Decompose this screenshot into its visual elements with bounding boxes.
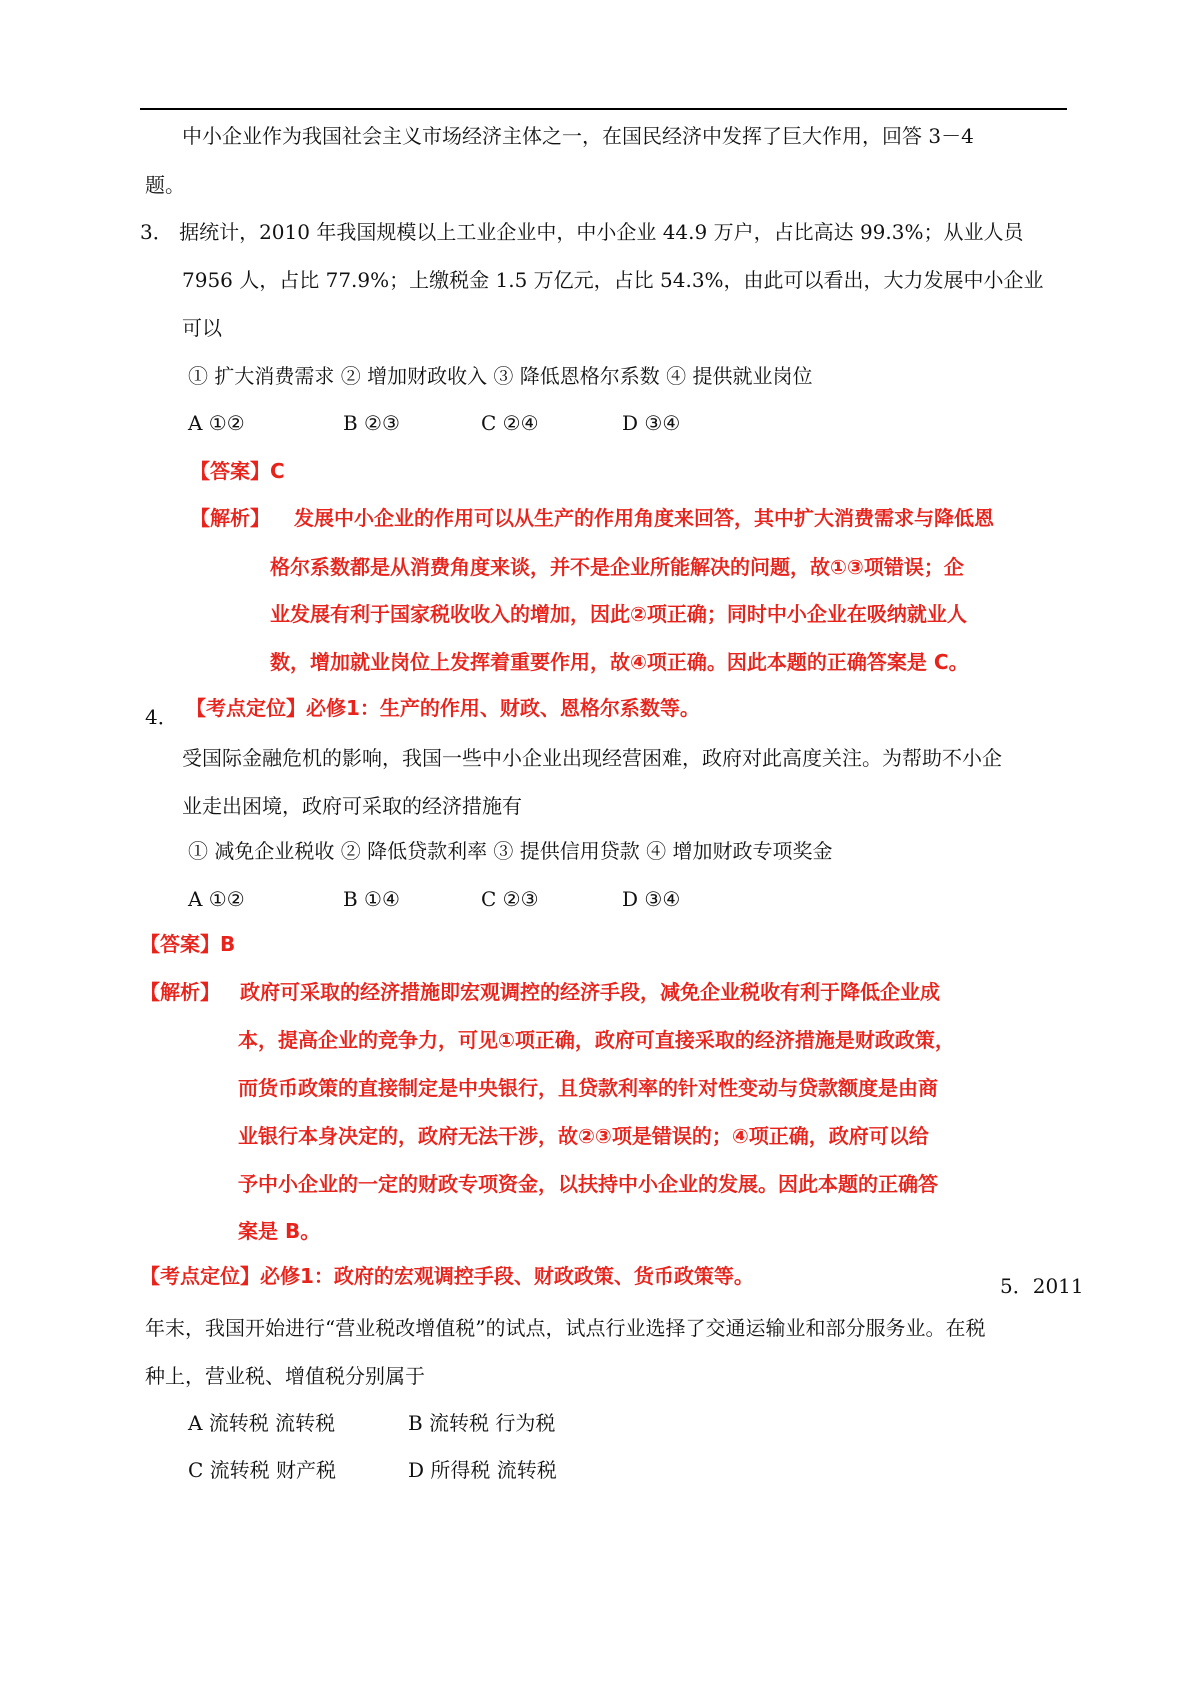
- q4-analysis-line-4: 业银行本身决定的，政府无法干涉，故②③项是错误的；④项正确，政府可以给: [238, 1124, 929, 1148]
- q3-point-label: 【考点定位】: [186, 696, 306, 720]
- q5-stem-line-1: 年末，我国开始进行“营业税改增值税”的试点，试点行业选择了交通运输业和部分服务业。在税: [145, 1316, 986, 1340]
- q4-answer-label: 【答案】: [140, 932, 220, 956]
- q4-analysis-label: 【解析】: [140, 980, 220, 1004]
- q3-choice-a: A ①②: [188, 411, 245, 435]
- q4-stem-line-1: 受国际金融危机的影响，我国一些中小企业出现经营困难，政府对此高度关注。为帮助不小企: [182, 746, 1002, 770]
- q5-stem-line-2: 种上，营业税、增值税分别属于: [145, 1364, 425, 1388]
- q5-number-year: 5．2011: [1000, 1274, 1084, 1298]
- intro-line-1: 中小企业作为我国社会主义市场经济主体之一，在国民经济中发挥了巨大作用，回答 3－4: [182, 124, 974, 148]
- q3-analysis-label: 【解析】: [190, 506, 270, 530]
- q3-point-text: 必修1：生产的作用、财政、恩格尔系数等。: [306, 696, 700, 720]
- q4-choice-a: A ①②: [188, 887, 245, 911]
- intro-line-2: 题。: [145, 173, 185, 197]
- q3-answer: [190, 461, 285, 481]
- q4-point: [140, 1266, 754, 1286]
- q3-answer-value: C: [270, 459, 285, 483]
- q4-choice-c: C ②③: [481, 887, 539, 911]
- q4-analysis-line-3: 而货币政策的直接制定是中央银行，且贷款利率的针对性变动与贷款额度是由商: [238, 1076, 938, 1100]
- header-rule: [140, 108, 1067, 110]
- q3-stem-line-2: 7956 人，占比 77.9%；上缴税金 1.5 万亿元，占比 54.3%，由此可以看出，大力发展中小企业: [182, 268, 1044, 292]
- q4-analysis-line-1: 政府可采取的经济措施即宏观调控的经济手段，减免企业税收有利于降低企业成: [240, 980, 940, 1004]
- q3-stem-line-1: 3． 据统计，2010 年我国规模以上工业企业中，中小企业 44.9 万户，占比高达 99.3%；从业人员: [140, 220, 1024, 244]
- q4-answer: [140, 934, 235, 954]
- q4-analysis-line-6: 案是 B。: [238, 1219, 321, 1243]
- q3-choice-c: C ②④: [481, 411, 539, 435]
- q3-answer-label: 【答案】: [190, 459, 270, 483]
- q5-choice-c: C 流转税 财产税: [188, 1458, 337, 1482]
- q4-items: ① 减免企业税收 ② 降低贷款利率 ③ 提供信用贷款 ④ 增加财政专项奖金: [188, 839, 833, 863]
- q4-analysis-line-2: 本，提高企业的竞争力，可见①项正确，政府可直接采取的经济措施是财政政策，: [238, 1028, 955, 1052]
- q4-point-label: 【考点定位】: [140, 1264, 260, 1288]
- q4-analysis-line-5: 予中小企业的一定的财政专项资金，以扶持中小企业的发展。因此本题的正确答: [238, 1172, 938, 1196]
- q4-stem-line-2: 业走出困境，政府可采取的经济措施有: [182, 794, 522, 818]
- q3-choice-d: D ③④: [622, 411, 681, 435]
- q4-choice-b: B ①④: [343, 887, 400, 911]
- q5-choice-b: B 流转税 行为税: [408, 1411, 556, 1435]
- q3-analysis-line-2: 格尔系数都是从消费角度来谈，并不是企业所能解决的问题，故①③项错误；企: [270, 555, 964, 579]
- q3-items: ① 扩大消费需求 ② 增加财政收入 ③ 降低恩格尔系数 ④ 提供就业岗位: [188, 364, 813, 388]
- q5-choice-a: A 流转税 流转税: [188, 1411, 336, 1435]
- q5-choice-d: D 所得税 流转税: [408, 1458, 557, 1482]
- q3-point: [186, 698, 700, 718]
- q3-analysis-line-1: 发展中小企业的作用可以从生产的作用角度来回答，其中扩大消费需求与降低恩: [294, 506, 994, 530]
- q3-analysis-line-3: 业发展有利于国家税收收入的增加，因此②项正确；同时中小企业在吸纳就业人: [270, 602, 967, 626]
- q4-number: 4．: [145, 705, 178, 729]
- q4-choice-d: D ③④: [622, 887, 681, 911]
- q4-answer-value: B: [220, 932, 236, 956]
- q4-point-text: 必修1：政府的宏观调控手段、财政政策、货币政策等。: [260, 1264, 754, 1288]
- q3-choice-b: B ②③: [343, 411, 400, 435]
- q3-stem-line-3: 可以: [182, 316, 222, 340]
- q3-analysis-line-4: 数，增加就业岗位上发挥着重要作用，故④项正确。因此本题的正确答案是 C。: [270, 650, 969, 674]
